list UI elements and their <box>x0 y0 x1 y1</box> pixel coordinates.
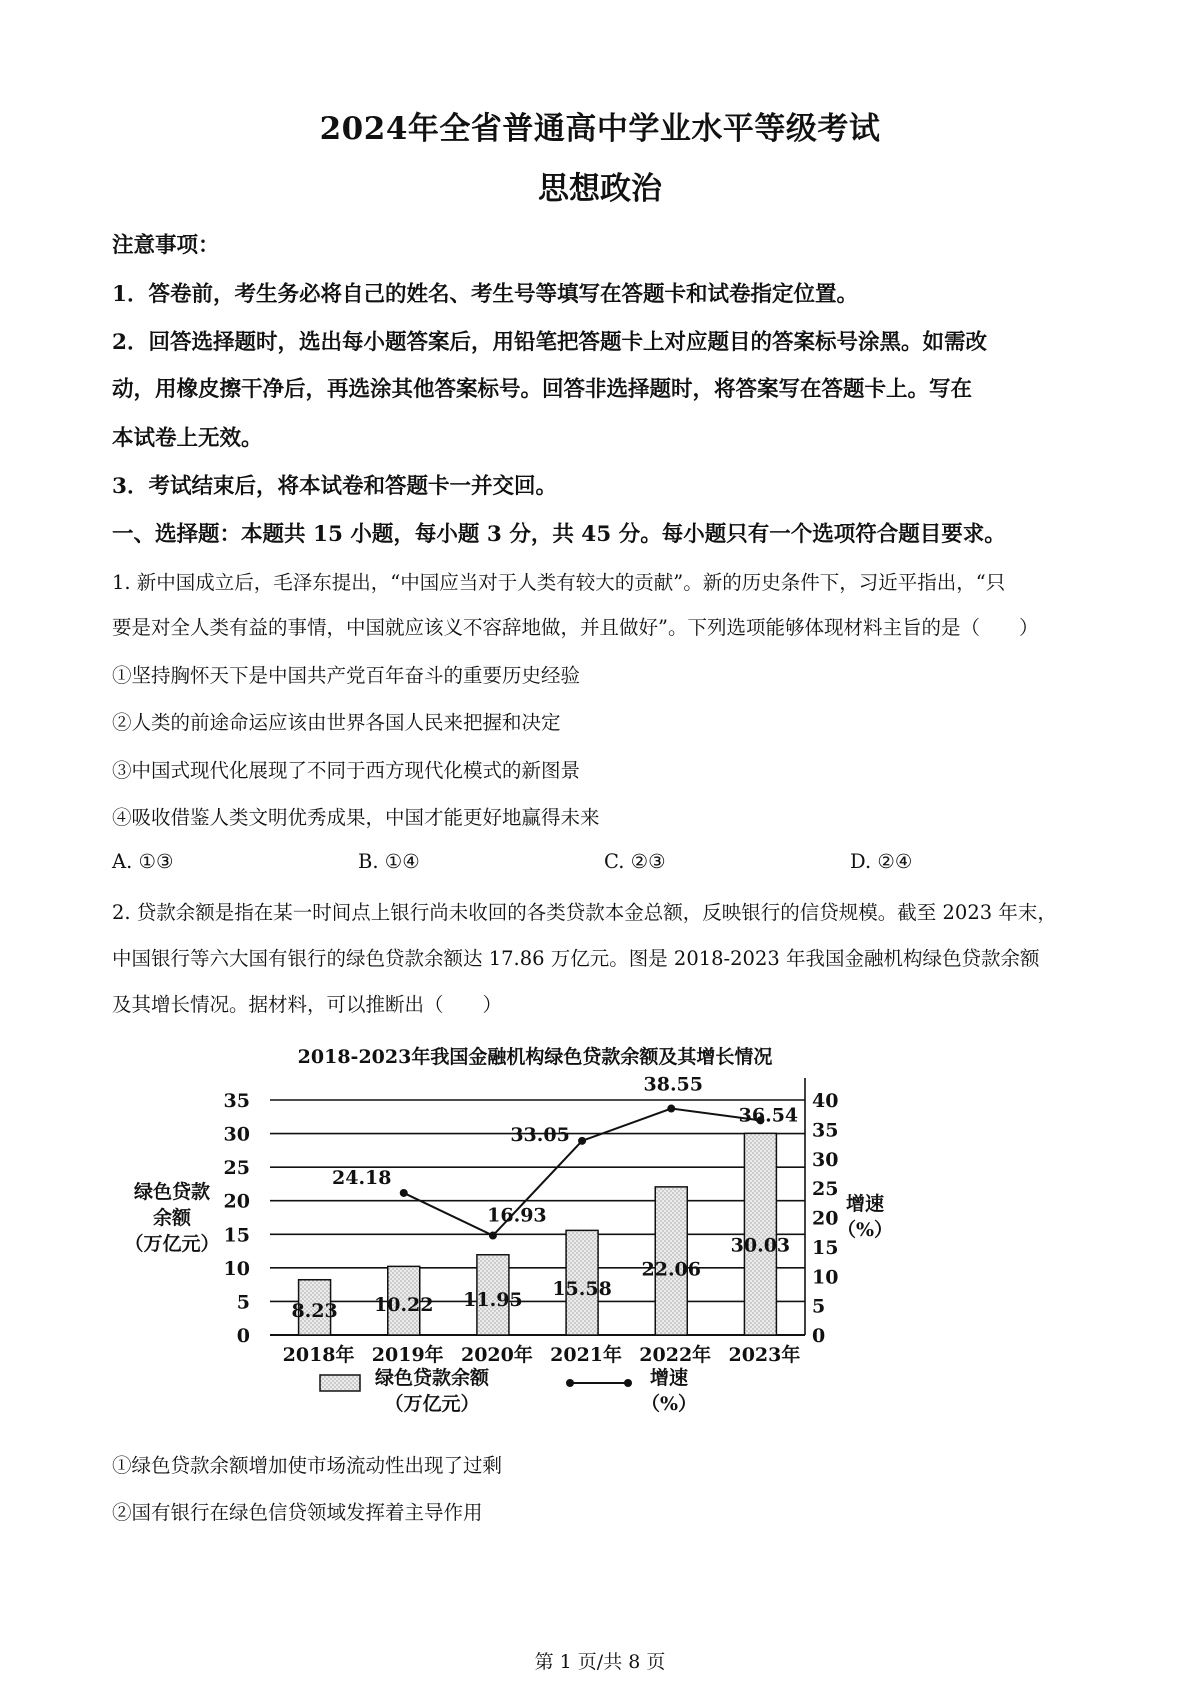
q2-stem-line-1: 2. 贷款余额是指在某一时间点上银行尚未收回的各类贷款本金总额，反映银行的信贷规模。截至 2023 年末， <box>112 901 1057 924</box>
category-label: 2020年 <box>460 1344 533 1366</box>
right-tick-label: 0 <box>812 1325 826 1347</box>
category-label: 2023年 <box>728 1344 801 1366</box>
q1-statement-1: ①坚持胸怀天下是中国共产党百年奋斗的重要历史经验 <box>112 664 581 687</box>
category-label: 2022年 <box>639 1344 712 1366</box>
left-tick-label: 35 <box>223 1090 250 1112</box>
notice-item-1: 1．答卷前，考生务必将自己的姓名、考生号等填写在答题卡和试卷指定位置。 <box>112 282 858 307</box>
q1-option-c: C. ②③ <box>604 850 666 873</box>
right-tick-label: 10 <box>812 1266 839 1289</box>
q2-stem-line-2: 中国银行等六大国有银行的绿色贷款余额达 17.86 万亿元。图是 2018-2023 年我国金融机构绿色贷款余额 <box>112 947 1040 970</box>
notice-heading: 注意事项： <box>112 233 220 258</box>
bar-value-label: 15.58 <box>552 1277 612 1300</box>
left-tick-label: 20 <box>223 1190 250 1213</box>
bar-value-label: 11.95 <box>463 1288 523 1311</box>
legend-line-label: 增速 <box>649 1367 689 1389</box>
left-tick-label: 5 <box>236 1291 250 1314</box>
q1-statement-3: ③中国式现代化展现了不同于西方现代化模式的新图景 <box>112 759 581 782</box>
q2-statement-1: ①绿色贷款余额增加使市场流动性出现了过剩 <box>112 1454 503 1477</box>
right-tick-label: 25 <box>812 1178 839 1201</box>
growth-rate-line <box>404 1109 761 1236</box>
left-tick-label: 0 <box>236 1325 250 1347</box>
right-tick-label: 40 <box>812 1090 839 1112</box>
legend-bar-label: 绿色贷款余额 <box>374 1367 490 1389</box>
exam-title: 2024年全省普通高中学业水平等级考试 <box>319 111 881 147</box>
right-tick-label: 35 <box>812 1119 839 1142</box>
growth-rate-point <box>400 1189 408 1197</box>
right-tick-label: 5 <box>812 1295 826 1318</box>
right-tick-label: 30 <box>812 1148 839 1171</box>
q1-option-a: A. ①③ <box>112 850 174 873</box>
growth-rate-point <box>489 1232 497 1240</box>
right-tick-label: 20 <box>812 1207 839 1230</box>
subject-title: 思想政治 <box>538 171 662 207</box>
left-tick-label: 10 <box>223 1257 250 1280</box>
left-tick-label: 15 <box>223 1224 250 1247</box>
growth-rate-point <box>578 1137 586 1145</box>
bar-value-label: 8.23 <box>291 1300 338 1323</box>
legend-line-marker <box>624 1379 632 1387</box>
right-axis-label: 增速 <box>845 1193 885 1215</box>
left-axis-label: 绿色贷款 <box>133 1181 211 1203</box>
bar-value-label: 10.22 <box>374 1294 434 1317</box>
growth-rate-label: 38.55 <box>643 1073 703 1096</box>
notice-item-3: 3．考试结束后，将本试卷和答题卡一并交回。 <box>112 474 557 499</box>
left-tick-label: 25 <box>223 1157 250 1180</box>
growth-rate-label: 24.18 <box>332 1166 392 1189</box>
q1-stem-line-1: 1. 新中国成立后，毛泽东提出，“中国应当对于人类有较大的贡献”。新的历史条件下，习近平指出，“只 <box>112 571 1006 594</box>
notice-item-2-line-2: 动，用橡皮擦干净后，再选涂其他答案标号。回答非选择题时，将答案写在答题卡上。写在 <box>112 377 973 402</box>
legend-line-marker <box>566 1379 574 1387</box>
right-tick-label: 15 <box>812 1236 839 1259</box>
q1-option-d: D. ②④ <box>850 850 913 873</box>
left-axis-label: 余额 <box>152 1207 192 1229</box>
q1-statement-2: ②人类的前途命运应该由世界各国人民来把握和决定 <box>112 711 561 734</box>
growth-rate-label: 36.54 <box>738 1104 799 1127</box>
category-label: 2018年 <box>282 1344 355 1366</box>
bar-value-label: 22.06 <box>641 1258 701 1281</box>
q2-statement-2: ②国有银行在绿色信贷领域发挥着主导作用 <box>112 1501 483 1524</box>
page-number: 第 1 页/共 8 页 <box>534 1651 666 1673</box>
q2-stem-line-3: 及其增长情况。据材料，可以推断出（ ） <box>112 993 503 1016</box>
growth-rate-point <box>667 1105 675 1113</box>
legend-line-label: （%） <box>640 1393 698 1415</box>
growth-rate-label: 16.93 <box>487 1204 547 1227</box>
category-label: 2021年 <box>550 1344 623 1366</box>
right-axis-label: （%） <box>836 1219 894 1241</box>
legend-bar-swatch <box>320 1375 360 1391</box>
left-axis-label: （万亿元） <box>124 1233 220 1255</box>
notice-item-2-line-1: 2．回答选择题时，选出每小题答案后，用铅笔把答题卡上对应题目的答案标号涂黑。如需改 <box>112 330 987 355</box>
q1-stem-line-2: 要是对全人类有益的事情，中国就应该义不容辞地做，并且做好”。下列选项能够体现材料主旨的是（ ） <box>112 616 1039 639</box>
notice-item-2-line-3: 本试卷上无效。 <box>112 426 263 451</box>
q1-option-b: B. ①④ <box>358 850 420 873</box>
q1-statement-4: ④吸收借鉴人类文明优秀成果，中国才能更好地赢得未来 <box>112 806 600 829</box>
green-loan-chart <box>112 1040 894 1420</box>
legend-bar-label: （万亿元） <box>384 1393 480 1415</box>
growth-rate-label: 33.05 <box>510 1123 570 1146</box>
chart-title: 2018-2023年我国金融机构绿色贷款余额及其增长情况 <box>297 1046 773 1068</box>
bar-value-label: 30.03 <box>730 1234 791 1257</box>
section-1-heading: 一、选择题：本题共 15 小题，每小题 3 分，共 45 分。每小题只有一个选项符合题目要求。 <box>112 522 1006 547</box>
category-label: 2019年 <box>371 1344 444 1366</box>
left-tick-label: 30 <box>223 1123 250 1146</box>
